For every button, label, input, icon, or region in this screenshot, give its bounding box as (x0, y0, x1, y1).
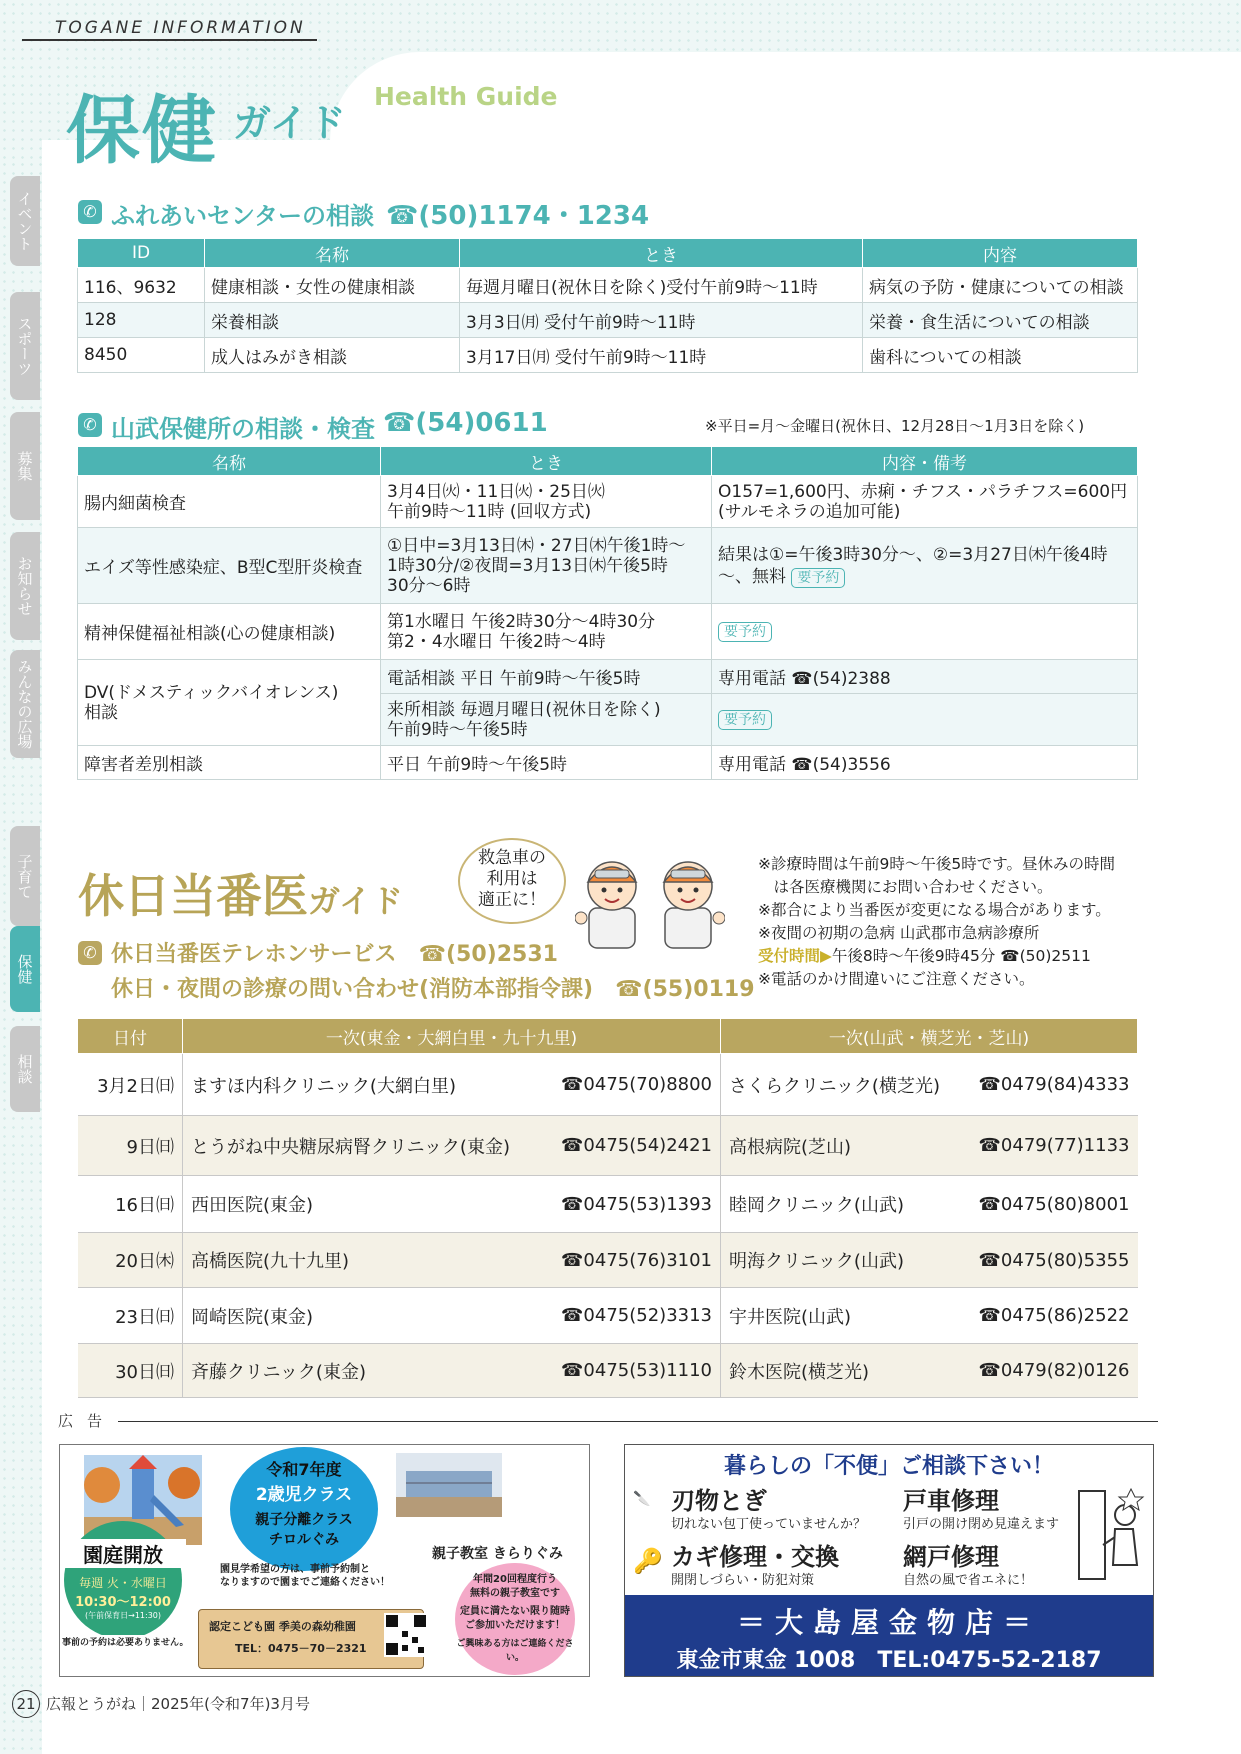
cell (381, 604, 712, 660)
cell: 栄養・食生活についての相談 (863, 303, 1138, 338)
shop-name: ＝大島屋金物店＝ (736, 1606, 1041, 1639)
table-row (78, 604, 1138, 660)
kindergarten-ad[interactable] (59, 1444, 590, 1677)
table-row (78, 1288, 1138, 1344)
bubble-line: 利用は (486, 869, 538, 889)
class-year: 令和7年度 (266, 1460, 342, 1479)
tel-cell: ☎0479(84)4333 (961, 1054, 1138, 1116)
tab-event[interactable]: イベント (10, 176, 40, 266)
ad-headline: 暮らしの「不便」ご相談下さい！ (723, 1454, 1054, 1479)
cell-line: 午前9時～11時 (回収方式) (387, 501, 592, 522)
garden-small: (午前保育日→11:30) (85, 1611, 161, 1620)
note-line (758, 945, 1115, 968)
service-tel: ☎(55)0119 (615, 977, 755, 1002)
clinic-cell: さくらクリニック(横芝光) (721, 1054, 961, 1116)
fire-dept-service (111, 972, 755, 1003)
section2-tel: ☎(54)0611 (383, 408, 548, 438)
section2-title: 山武保健所の相談・検査 (111, 415, 375, 443)
footer (12, 1690, 310, 1718)
consult-icon: ✆ (78, 200, 102, 224)
cell: 腸内細菌検査 (78, 476, 381, 528)
col-header: 日付 (78, 1019, 183, 1054)
school-name: 認定こども園 季美の森幼稚園 (209, 1620, 356, 1633)
kids-note-line: 定員に満たない限り随時 (460, 1606, 570, 1617)
cell-line: 1時30分/②夜間=3月13日㈭午後5時 (387, 555, 668, 576)
service-tel: ☎(50)2531 (418, 942, 558, 967)
table-header-row (78, 1019, 1138, 1054)
class-title: 2歳児クラス (255, 1485, 353, 1505)
section2-note: ※平日=月～金曜日(祝休日、12月28日～1月3日を除く) (705, 417, 1085, 435)
date-cell: 20日㈭ (78, 1233, 183, 1288)
cell: 平日 午前9時～午後5時 (381, 746, 712, 780)
cell (712, 528, 1138, 604)
ad-divider (118, 1421, 1158, 1422)
garden-note: 事前の予約は必要ありません。 (62, 1635, 189, 1648)
date-cell: 16日㈰ (78, 1176, 183, 1233)
col-header: 名称 (205, 239, 460, 268)
cell-line: 30分～6時 (387, 575, 471, 596)
reception-text: 午後8時～午後9時45分 ☎(50)2511 (831, 947, 1091, 965)
table-row (78, 1233, 1138, 1288)
cell: エイズ等性感染症、B型C型肝炎検査 (78, 528, 381, 604)
cell: 8450 (78, 338, 205, 373)
cell-line: (サルモネラの追加可能) (718, 501, 901, 522)
cell: 3月17日㈪ 受付午前9時～11時 (460, 338, 863, 373)
tel-cell: ☎0475(53)1110 (541, 1344, 720, 1398)
service-title: 戸車修理 (903, 1487, 999, 1515)
cell (712, 604, 1138, 660)
note-line: ※都合により当番医が変更になる場合があります。 (758, 901, 1111, 919)
classroom-photo (396, 1453, 502, 1517)
table-row (78, 746, 1138, 780)
service-desc: 引戸の開け閉め見違えます (903, 1517, 1060, 1532)
cell (381, 694, 712, 746)
knife-icon: 🔪 (633, 1491, 651, 1507)
table-row (78, 660, 1138, 694)
clinic-cell: 明海クリニック(山武) (721, 1233, 961, 1288)
kids-class-circle (455, 1563, 575, 1675)
section2-table (77, 446, 1138, 780)
note-line: ※診療時間は午前9時～午後5時です。昼休みの時間 (758, 855, 1115, 873)
tab-community[interactable]: みんなの広場 (10, 650, 40, 758)
tel-cell: ☎0475(70)8800 (541, 1054, 720, 1116)
clinic-cell: 鈴木医院(横芝光) (721, 1344, 961, 1398)
service-desc: 開閉しづらい・防犯対策 (671, 1573, 815, 1588)
holiday-title-sub: ガイド (308, 882, 404, 920)
class-sub: 親子分離クラス (255, 1512, 353, 1528)
clinic-cell: ますほ内科クリニック(大網白里) (183, 1054, 542, 1116)
col-header: 一次(山武・横芝光・芝山) (721, 1019, 1138, 1054)
clinic-cell: 西田医院(東金) (183, 1176, 542, 1233)
class-circle (230, 1447, 378, 1571)
cell: 健康相談・女性の健康相談 (205, 268, 460, 303)
paramedic-girl-illustration (651, 848, 725, 952)
brand-underline (22, 39, 317, 41)
date-cell: 30日㈰ (78, 1344, 183, 1398)
tel-cell: ☎0475(86)2522 (961, 1288, 1138, 1344)
cell: 成人はみがき相談 (205, 338, 460, 373)
col-header: 内容 (863, 239, 1138, 268)
class-note (220, 1563, 390, 1589)
col-header: とき (460, 239, 863, 268)
section1-table (77, 238, 1138, 373)
section1-title: ふれあいセンターの相談 (111, 202, 375, 230)
tel-cell: ☎0479(82)0126 (961, 1344, 1138, 1398)
clinic-cell: 宇井医院(山武) (721, 1288, 961, 1344)
bubble-line: 救急車の (478, 848, 546, 868)
col-header: とき (381, 447, 712, 476)
clinic-cell: 睦岡クリニック(山武) (721, 1176, 961, 1233)
col-header: 内容・備考 (712, 447, 1138, 476)
col-header: ID (78, 239, 205, 268)
service-desc: 切れない包丁使っていませんか？ (671, 1517, 867, 1532)
table-header-row (78, 239, 1138, 268)
col-header: 名称 (78, 447, 381, 476)
footer-text: 広報とうがね｜2025年(令和7年)3月号 (46, 1695, 310, 1713)
cell-line: 第1水曜日 午後2時30分～4時30分 (387, 611, 656, 632)
cell-line: O157=1,600円、赤痢・チフス・パラチフス=600円 (718, 481, 1128, 502)
class-sub: チロルぐみ (269, 1532, 339, 1548)
cell (712, 694, 1138, 746)
table-row (78, 1176, 1138, 1233)
cell: 病気の予防・健康についての相談 (863, 268, 1138, 303)
cell-line: ①日中=3月13日㈭・27日㈭午後1時～ (387, 535, 686, 556)
reception-label: 受付時間▶ (758, 947, 832, 965)
date-cell: 23日㈰ (78, 1288, 183, 1344)
key-icon: 🔑 (633, 1547, 663, 1575)
speech-bubble (458, 838, 566, 924)
service-desc: 自然の風で省エネに！ (903, 1573, 1034, 1588)
shop-banner (625, 1595, 1153, 1676)
cell-text: ～、無料 (718, 566, 786, 587)
cell: 116、9632 (78, 268, 205, 303)
service-name: 休日・夜間の診療の問い合わせ(消防本部指令課) (111, 977, 594, 1002)
cell: 毎週月曜日(祝休日を除く)受付午前9時～11時 (460, 268, 863, 303)
note-line: は各医療機関にお問い合わせください。 (758, 878, 1053, 896)
cell (381, 528, 712, 604)
cell: 専用電話 ☎(54)2388 (712, 660, 1138, 694)
class-note-line: なりますので園までご連絡ください！ (220, 1577, 390, 1588)
cell: 障害者差別相談 (78, 746, 381, 780)
kids-note-line: 無料の親子教室です (470, 1588, 560, 1599)
service-title: カギ修理・交換 (671, 1543, 839, 1571)
tab-news[interactable]: お知らせ (10, 532, 40, 640)
table-row (78, 338, 1138, 373)
school-tel: TEL：0475－70－2321 (235, 1642, 367, 1655)
section1-tel: ☎(50)1174・1234 (386, 201, 650, 231)
clinic-cell: 高根病院(芝山) (721, 1116, 961, 1176)
date-cell: 3月2日㈰ (78, 1054, 183, 1116)
tab-consult[interactable]: 相談 (10, 1026, 40, 1112)
garden-time: 10:30～12:00 (75, 1595, 171, 1610)
holiday-title (78, 860, 403, 926)
brand-text: TOGANE INFORMATION (55, 18, 306, 38)
shop-address: 東金市東金 1008 TEL:0475-52-2187 (676, 1648, 1102, 1673)
tel-cell: ☎0475(53)1393 (541, 1176, 720, 1233)
class-note-line: 園見学希望の方は、事前予約制と (220, 1564, 370, 1575)
tel-cell: ☎0475(76)3101 (541, 1233, 720, 1288)
kids-class-title: 親子教室 きらりぐみ (432, 1546, 563, 1562)
table-row (78, 303, 1138, 338)
holiday-table (77, 1018, 1138, 1398)
clinic-cell: 岡崎医院(東金) (183, 1288, 542, 1344)
ad-label: 広告 (58, 1412, 117, 1430)
tel-cell: ☎0475(80)8001 (961, 1176, 1138, 1233)
cell: 電話相談 平日 午前9時～午後5時 (381, 660, 712, 694)
cell (78, 660, 381, 746)
kids-note-line: ご参加いただけます！ (465, 1620, 565, 1631)
cell-line: 相談 (84, 702, 118, 723)
tab-childcare[interactable]: 子育て (10, 826, 40, 926)
page-title-en: Health Guide (374, 82, 558, 111)
cell-line: 午前9時～午後5時 (387, 719, 528, 740)
col-header: 一次(東金・大網白里・九十九里) (183, 1019, 721, 1054)
qr-code[interactable] (384, 1613, 428, 1657)
hardware-store-ad[interactable] (624, 1444, 1154, 1677)
table-row (78, 268, 1138, 303)
consult-icon: ✆ (78, 413, 102, 437)
page-number: 21 (12, 1690, 40, 1718)
note-line: ※夜間の初期の急病 山武郡市急病診療所 (758, 924, 1040, 942)
cell-line: 来所相談 毎週月曜日(祝休日を除く) (387, 699, 661, 720)
clinic-cell: 斉藤クリニック(東金) (183, 1344, 542, 1398)
clinic-cell: とうがね中央糖尿病腎クリニック(東金) (183, 1116, 542, 1176)
holiday-title-main: 休日当番医 (78, 869, 308, 923)
tab-health[interactable]: 保健 (10, 926, 40, 1012)
tel-cell: ☎0475(52)3313 (541, 1288, 720, 1344)
tel-cell: ☎0475(80)5355 (961, 1233, 1138, 1288)
reservation-badge: 要予約 (791, 568, 845, 588)
service-title: 網戸修理 (903, 1543, 999, 1571)
tel-cell: ☎0479(77)1133 (961, 1116, 1138, 1176)
note-line: ※電話のかけ間違いにご注意ください。 (758, 970, 1035, 988)
garden-title: 園庭開放 (60, 1539, 186, 1568)
table-row (78, 528, 1138, 604)
cell (712, 476, 1138, 528)
repair-person-illustration (1073, 1485, 1147, 1585)
cell-line (718, 566, 1131, 588)
cell-line: 3月4日㈫・11日㈫・25日㈫ (387, 481, 605, 502)
garden-open-circle (64, 1521, 182, 1639)
page-title: 保健 (66, 88, 218, 174)
page-title-sub: ガイド (233, 101, 346, 145)
service-name: 休日当番医テレホンサービス (111, 942, 397, 967)
phone-icon: ✆ (78, 941, 102, 965)
garden-days: 毎週 火・水曜日 (79, 1576, 167, 1590)
paramedic-boy-illustration (575, 848, 649, 952)
clinic-cell: 高橋医院(九十九里) (183, 1233, 542, 1288)
cell: 専用電話 ☎(54)3556 (712, 746, 1138, 780)
table-row (78, 1344, 1138, 1398)
cell: 歯科についての相談 (863, 338, 1138, 373)
cell-line: DV(ドメスティックバイオレンス) (84, 682, 339, 703)
table-row (78, 476, 1138, 528)
reservation-badge: 要予約 (718, 622, 772, 642)
telephone-service (111, 937, 558, 968)
kids-note-line: ご興味ある方はご連絡ください。 (456, 1639, 574, 1663)
service-title: 刃物とぎ (671, 1487, 767, 1515)
holiday-notes (758, 853, 1115, 991)
table-row (78, 1116, 1138, 1176)
kids-note-line: 年間20回程度行う (473, 1574, 557, 1585)
tab-recruit[interactable]: 募集 (10, 412, 40, 520)
reservation-badge: 要予約 (718, 710, 772, 730)
cell: 3月3日㈪ 受付午前9時～11時 (460, 303, 863, 338)
cell-line: 第2・4水曜日 午後2時～4時 (387, 631, 606, 652)
cell: 栄養相談 (205, 303, 460, 338)
table-row (78, 1054, 1138, 1116)
bubble-line: 適正に！ (478, 890, 546, 910)
date-cell: 9日㈰ (78, 1116, 183, 1176)
tab-sports[interactable]: スポーツ (10, 292, 40, 400)
cell: 精神保健福祉相談(心の健康相談) (78, 604, 381, 660)
tel-cell: ☎0475(54)2421 (541, 1116, 720, 1176)
table-header-row (78, 447, 1138, 476)
cell (381, 476, 712, 528)
cell: 128 (78, 303, 205, 338)
cell-line: 結果は①=午後3時30分～、②=3月27日㈭午後4時 (718, 544, 1108, 565)
